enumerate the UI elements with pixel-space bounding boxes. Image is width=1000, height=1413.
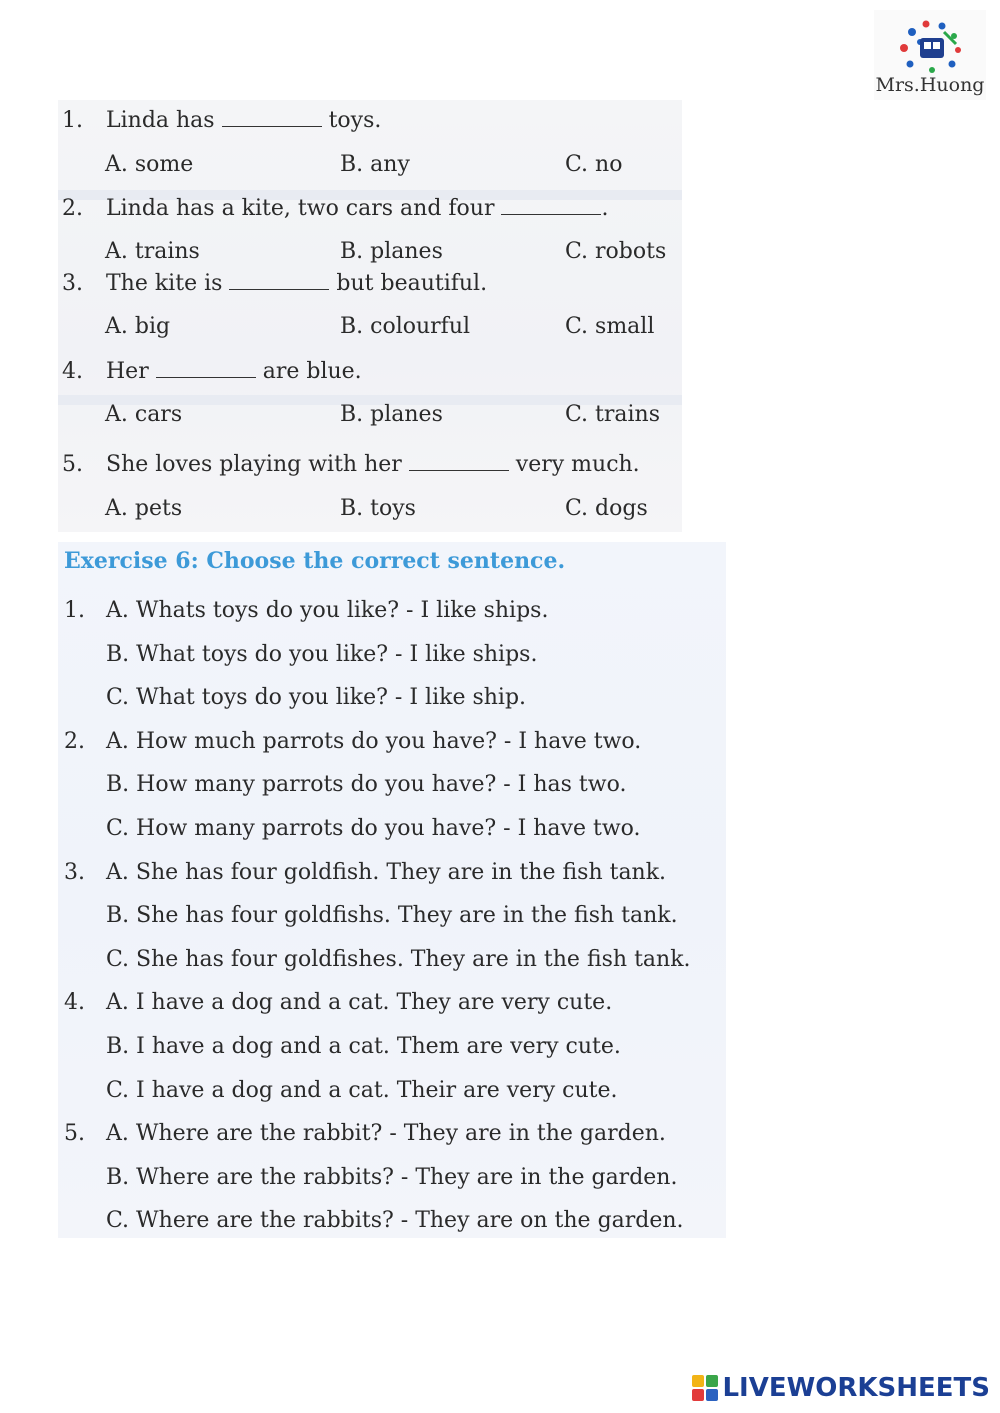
question-line: [62, 271, 487, 296]
sentence-option-c[interactable]: C. I have a dog and a cat. Their are very cute.: [106, 1077, 618, 1103]
logo-text: Mrs.Huong: [875, 74, 985, 96]
answer-blank[interactable]: [222, 108, 322, 127]
option-a[interactable]: A. pets: [105, 496, 183, 521]
answer-options: [105, 402, 685, 432]
question-text-after: very much.: [508, 452, 640, 477]
sentence-option-a[interactable]: A. I have a dog and a cat. They are very cute.: [106, 990, 613, 1016]
answer-options: [105, 152, 685, 182]
question-text-before: Linda has a kite, two cars and four: [106, 196, 502, 221]
option-a[interactable]: A. some: [105, 152, 194, 177]
author-logo: [874, 10, 986, 100]
question-line: [62, 196, 608, 221]
option-c[interactable]: C. dogs: [565, 496, 648, 521]
sentence-option-a[interactable]: A. Where are the rabbit? - They are in the garden.: [106, 1121, 666, 1147]
question-text-before: Her: [106, 359, 156, 384]
liveworksheets-icon: [692, 1375, 718, 1401]
question-text-before: Linda has: [106, 108, 222, 133]
sentence-option-c[interactable]: C. How many parrots do you have? - I have two.: [106, 816, 641, 841]
question-text-after: .: [601, 196, 609, 221]
option-c[interactable]: C. robots: [565, 239, 667, 264]
sentence-option-b[interactable]: B. I have a dog and a cat. Them are very cute.: [106, 1034, 621, 1059]
brand-name: LIVEWORKSHEETS: [722, 1373, 990, 1403]
liveworksheets-logo: [692, 1371, 990, 1405]
option-b[interactable]: B. planes: [340, 402, 443, 427]
sentence-option-a[interactable]: A. Whats toys do you like? - I like ships.: [106, 598, 549, 623]
option-c[interactable]: C. small: [565, 314, 655, 339]
question-number: 5.: [62, 452, 83, 477]
answer-blank[interactable]: [501, 196, 601, 215]
answer-options: [105, 239, 685, 269]
option-c[interactable]: C. no: [565, 152, 623, 177]
question-text-after: are blue.: [255, 359, 362, 384]
sentence-option-a[interactable]: A. She has four goldfish. They are in the fish tank.: [106, 859, 667, 885]
question-line: [62, 452, 640, 477]
option-b[interactable]: B. any: [340, 152, 410, 177]
option-b[interactable]: B. toys: [340, 496, 416, 521]
sentence-option-c[interactable]: C. What toys do you like? - I like ship.: [106, 685, 527, 711]
sentence-option-b[interactable]: B. What toys do you like? - I like ships.: [106, 641, 538, 667]
question-text-after: but beautiful.: [329, 271, 488, 296]
question-line: [62, 359, 362, 384]
sentence-option-a[interactable]: A. How much parrots do you have? - I have two.: [106, 728, 642, 754]
sentence-number: 2.: [64, 728, 85, 754]
question-text-before: The kite is: [106, 271, 230, 296]
option-a[interactable]: A. big: [105, 314, 171, 339]
question-number: 1.: [62, 108, 83, 133]
answer-blank[interactable]: [156, 359, 256, 378]
question-number: 2.: [62, 196, 83, 221]
exercise-6-title: Exercise 6: Choose the correct sentence.: [64, 548, 566, 574]
option-c[interactable]: C. trains: [565, 402, 661, 427]
answer-blank[interactable]: [409, 452, 509, 471]
sentence-number: 3.: [64, 859, 85, 885]
sentence-option-c[interactable]: C. She has four goldfishes. They are in the fish tank.: [106, 946, 691, 972]
question-line: [62, 108, 381, 133]
question-text-before: She loves playing with her: [106, 452, 409, 477]
option-b[interactable]: B. colourful: [340, 314, 471, 339]
sentence-option-b[interactable]: B. Where are the rabbits? - They are in the garden.: [106, 1164, 678, 1190]
question-text-after: toys.: [321, 108, 382, 133]
sentence-number: 4.: [64, 990, 85, 1016]
sentence-option-b[interactable]: B. She has four goldfishs. They are in the fish tank.: [106, 903, 678, 929]
sentence-option-c[interactable]: C. Where are the rabbits? - They are on the garden.: [106, 1208, 684, 1234]
option-a[interactable]: A. trains: [105, 239, 200, 264]
logo-icon: [896, 18, 966, 76]
option-b[interactable]: B. planes: [340, 239, 443, 264]
sentence-number: 5.: [64, 1121, 85, 1147]
sentence-option-b[interactable]: B. How many parrots do you have? - I has two.: [106, 772, 627, 798]
sentence-number: 1.: [64, 598, 85, 623]
answer-options: [105, 314, 685, 344]
option-a[interactable]: A. cars: [105, 402, 183, 427]
answer-options: [105, 496, 685, 526]
question-number: 4.: [62, 359, 83, 384]
answer-blank[interactable]: [229, 271, 329, 290]
question-number: 3.: [62, 271, 83, 296]
